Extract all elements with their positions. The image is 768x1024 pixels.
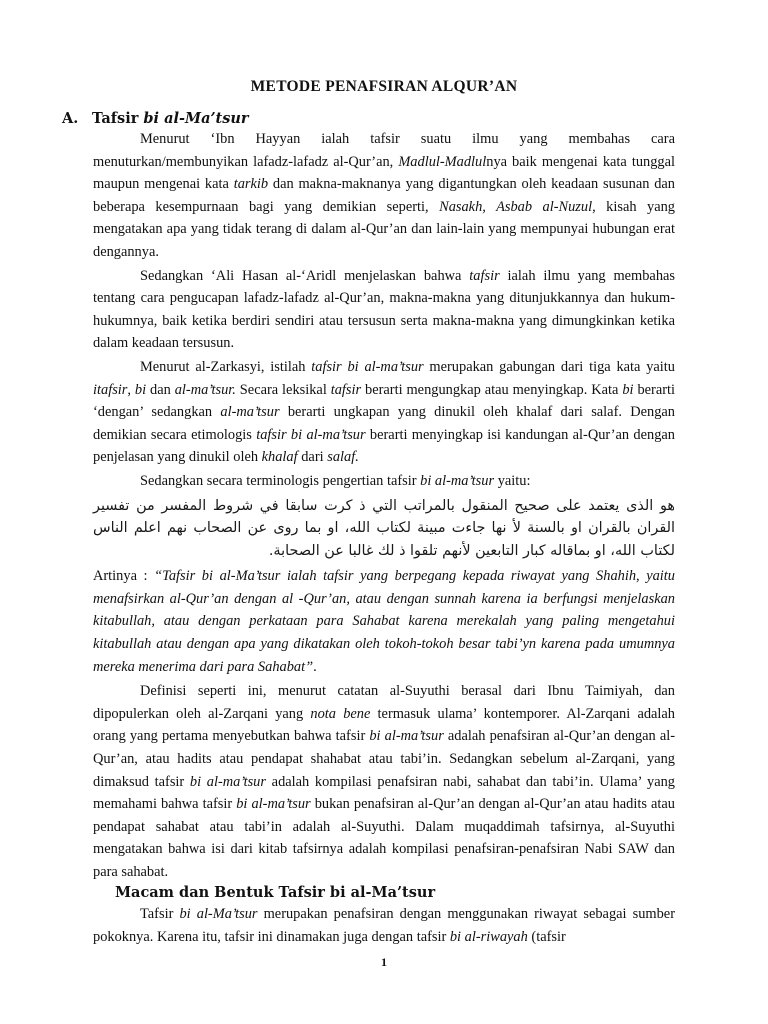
section-title-italic: bi al-Ma’tsur xyxy=(143,110,249,127)
paragraph-1: Menurut ‘Ibn Hayyan ialah tafsir suatu ilmu yang membahas cara menuturkan/membunyikan lafadz-lafadz al-Qur’an, Madlul-Madlulnya baik mengenai kata tunggal maupun mengenai kata tarkib dan makna-maknanya yang digantungkan oleh keadaan susunan dan beberapa kesempurnaan bagi yang demikian seperti, Nasakh, Asbab al-Nuzul, kisah yang mengatakan apa yang tidak terang di dalam al-Qur’an dan lain-lain yang mempunyai hubungan erat dengannya. xyxy=(93,131,675,260)
paragraph-5: Definisi seperti ini, menurut catatan al-Suyuthi berasal dari Ibnu Taimiyah, dan dipopulerkan oleh al-Zarqani yang nota bene termasuk ulama’ kontemporer. Al-Zarqani adalah orang yang pertama menyebutkan bahwa tafsir bi al-ma’tsur adalah penafsiran al-Qur’an dengan al-Qur’an, atau hadits atau pendapat shahabat atau tabi’in. Sedangkan sebelum al-Zarqani, yang dimaksud tafsir bi al-ma’tsur adalah kompilasi penafsiran nabi, sahabat dan tabi’in. Ulama’ yang memahami bahwa tafsir bi al-ma’tsur bukan penafsiran al-Qur’an dengan al-Qur’an atau hadits atau pendapat sahabat atau tabi’in adalah al-Suyuthi. Dalam muqaddimah tafsirnya, al-Suyuthi mengatakan bahwa isi dari kitab tafsirnya adalah kompilasi penafsiran-penafsiran Nabi SAW dan para sahabat. xyxy=(93,683,675,880)
subheading-macam: Macam dan Bentuk Tafsir bi al-Ma’tsur xyxy=(115,884,436,901)
document-title: METODE PENAFSIRAN ALQUR’AN xyxy=(250,78,518,95)
paragraph-2: Sedangkan ‘Ali Hasan al-‘Aridl menjelaskan bahwa tafsir ialah ilmu yang membahas tentang cara pengucapan lafadz-lafadz al-Qur’an, makna-makna yang ditunjukkannya dan hukum-hukumnya, baik ketika berdiri sendiri atau tersusun serta makna-makna yang dimungkinkan ketika dalam keadaan tersusun. xyxy=(93,267,675,352)
body-block-2 xyxy=(93,903,675,948)
section-a-heading xyxy=(62,110,249,127)
arabic-quote: هو الذى يعتمد على صحيح المنقول بالمراتب التي ذ كرت سابقا في شروط المفسر من تفسير القران بالقران او بالسنة لأ نها جاءت مبينة لكتاب الله، او بما روى عن الصحاب نهم اعلم الناس لكتاب الله، او بماقاله كبار التابعين لأنهم تلقوا ذ لك غالبا عن الصحابة. xyxy=(93,497,675,559)
translation-label: Artinya : xyxy=(93,568,155,585)
paragraph-6: Tafsir bi al-Ma’tsur merupakan penafsiran dengan menggunakan riwayat sebagai sumber pokoknya. Karena itu, tafsir ini dinamakan juga dengan tafsir bi al-riwayah (tafsir xyxy=(93,906,675,945)
translation-block xyxy=(93,565,675,678)
translation-paragraph: Artinya : “Tafsir bi al-Ma’tsur ialah tafsir yang berpegang kepada riwayat yang Shahih, yaitu menafsirkan al-Qur’an dengan al -Qur’an, atau dengan sunnah karena ia berfungsi menjelaskan kitabullah, atau dengan perkataan para Sahabat karena merekalah yang paling mengetahui kitabullah atau dengan apa yang dikatakan oleh tokoh-tokoh besar tabi’yn karena pada umumnya mereka menerima dari para Sahabat”. xyxy=(93,568,675,675)
page-number: 1 xyxy=(381,955,387,969)
section-letter: A. xyxy=(62,110,79,127)
translation-text: “Tafsir bi al-Ma’tsur ialah tafsir yang berpegang kepada riwayat yang Shahih, yaitu menafsirkan al-Qur’an dengan al -Qur’an, atau dengan sunnah karena ia berfungsi menjelaskan kitabullah, atau dengan perkataan para Sahabat karena merekalah yang paling mengetahui kitabullah atau dengan apa yang dikatakan oleh tokoh-tokoh besar tabi’yn karena pada umumnya mereka menerima dari para Sahabat” xyxy=(93,568,675,675)
paragraph-3: Menurut al-Zarkasyi, istilah tafsir bi al-ma’tsur merupakan gabungan dari tiga kata yaitu itafsir, bi dan al-ma’tsur. Secara leksikal tafsir berarti mengungkap atau menyingkap. Kata bi berarti ‘dengan’ sedangkan al-ma’tsur berarti ungkapan yang dinukil oleh khalaf dari salaf. Dengan demikian secara etimologis tafsir bi al-ma’tsur berarti menyingkap isi kandungan al-Qur’an dengan penjelasan yang dinukil oleh khalaf dari salaf. xyxy=(93,358,676,466)
body-block-1 xyxy=(93,128,675,884)
section-title-pre: Tafsir xyxy=(92,110,144,127)
paragraph-4: Sedangkan secara terminologis pengertian tafsir bi al-ma’tsur yaitu: xyxy=(140,472,531,489)
